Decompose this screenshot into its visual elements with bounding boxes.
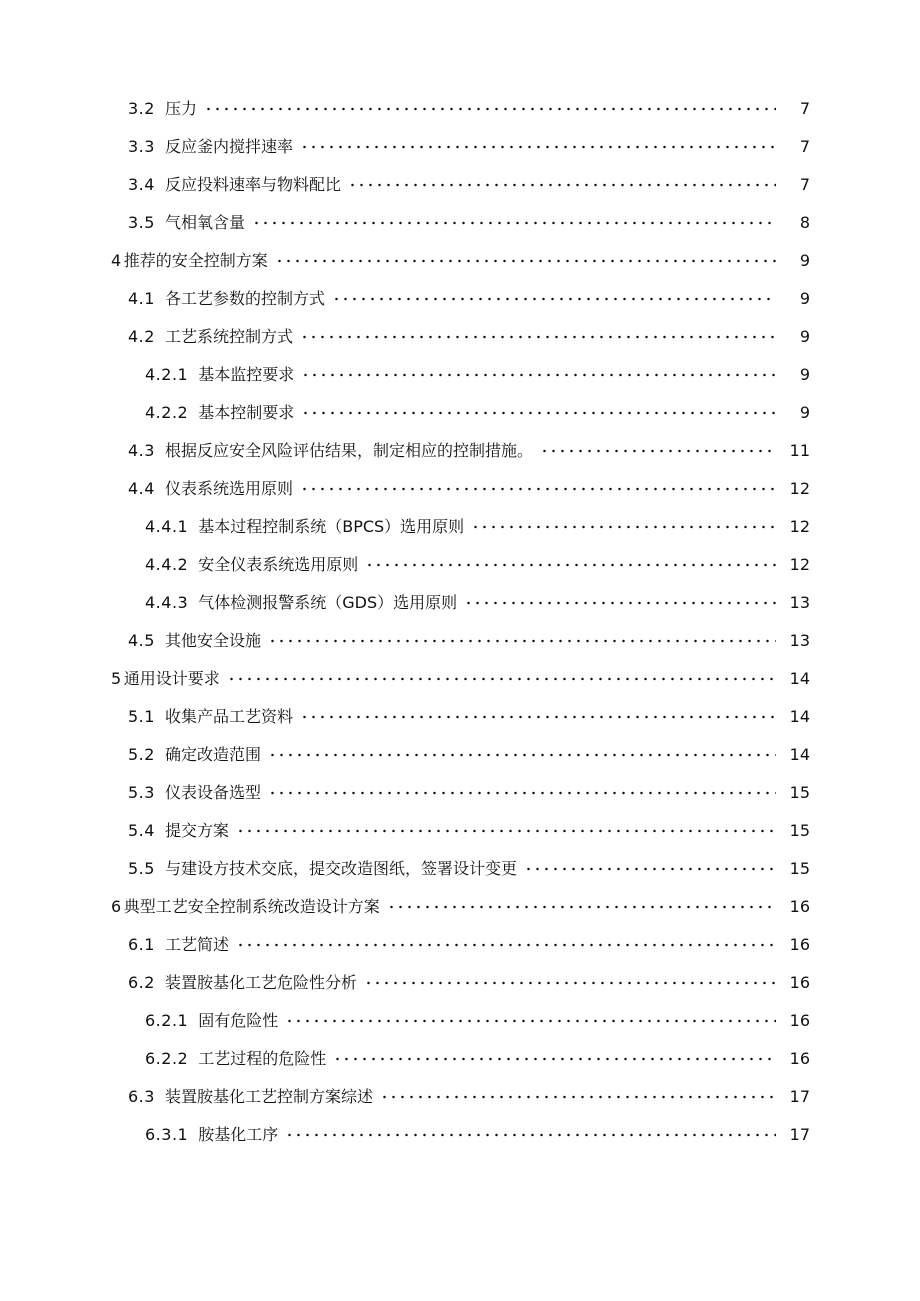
toc-entry-number: 4.2 — [128, 327, 155, 346]
toc-entry-number: 3.3 — [128, 137, 155, 156]
toc-entry[interactable] — [0, 1040, 920, 1078]
toc-page-number: 15 — [789, 783, 810, 802]
toc-entry-title: 基本控制要求 — [198, 403, 295, 422]
toc-entry-label — [145, 365, 294, 385]
toc-page-number: 9 — [799, 327, 810, 346]
toc-page-number: 15 — [789, 821, 810, 840]
toc-entry-number: 4.4.2 — [145, 555, 189, 574]
toc-entry[interactable] — [0, 660, 920, 698]
toc-entry-title: 装置胺基化工艺控制方案综述 — [164, 1087, 373, 1106]
toc-entry-title: 气体检测报警系统（GDS）选用原则 — [198, 593, 458, 612]
toc-dot-leader — [537, 441, 776, 461]
toc-dot-leader — [297, 327, 776, 347]
toc-dot-leader — [361, 973, 776, 993]
toc-entry-number: 5.4 — [128, 821, 155, 840]
toc-entry-label — [145, 1011, 278, 1031]
toc-page-number: 9 — [799, 403, 810, 422]
toc-entry-number: 3.2 — [128, 99, 155, 118]
toc-entry-number: 6.2.2 — [145, 1049, 189, 1068]
toc-entry-title: 固有危险性 — [198, 1011, 279, 1030]
toc-page-number: 14 — [789, 669, 810, 688]
toc-entry-number: 4 — [111, 251, 122, 270]
toc-dot-leader — [265, 631, 776, 651]
toc-dot-leader — [521, 859, 776, 879]
toc-entry-title: 仪表系统选用原则 — [164, 479, 293, 498]
toc-entry[interactable] — [0, 242, 920, 280]
toc-entry-title: 工艺系统控制方式 — [164, 327, 293, 346]
toc-dot-leader — [201, 99, 776, 119]
toc-entry-title: 工艺简述 — [164, 935, 229, 954]
toc-entry-title: 安全仪表系统选用原则 — [198, 555, 359, 574]
toc-dot-leader — [265, 783, 776, 803]
toc-entry-label — [145, 555, 358, 575]
toc-entry[interactable] — [0, 888, 920, 926]
toc-entry-title: 通用设计要求 — [123, 669, 220, 688]
toc-entry[interactable] — [0, 964, 920, 1002]
toc-entry-label — [128, 935, 229, 955]
toc-entry-label — [128, 137, 293, 157]
toc-entry[interactable] — [0, 280, 920, 318]
toc-entry-label — [111, 669, 220, 689]
toc-page-number: 14 — [789, 745, 810, 764]
toc-entry-number: 6.2.1 — [145, 1011, 189, 1030]
toc-dot-leader — [265, 745, 776, 765]
toc-entry[interactable] — [0, 432, 920, 470]
toc-entry-title: 提交方案 — [164, 821, 229, 840]
toc-entry-title: 典型工艺安全控制系统改造设计方案 — [123, 897, 380, 916]
toc-entry-label — [145, 517, 464, 537]
toc-entry[interactable] — [0, 204, 920, 242]
toc-entry-number: 5.2 — [128, 745, 155, 764]
toc-entry-number: 4.1 — [128, 289, 155, 308]
toc-entry-number: 6.3 — [128, 1087, 155, 1106]
toc-page-number: 8 — [799, 213, 810, 232]
toc-dot-leader — [384, 897, 776, 917]
toc-entry-title: 反应釜内搅拌速率 — [164, 137, 293, 156]
toc-page-number: 9 — [799, 289, 810, 308]
toc-dot-leader — [282, 1125, 776, 1145]
toc-entry-number: 5.5 — [128, 859, 155, 878]
toc-entry-label — [111, 251, 268, 271]
toc-entry-number: 6.1 — [128, 935, 155, 954]
toc-dot-leader — [461, 593, 776, 613]
toc-entry-number: 6.3.1 — [145, 1125, 189, 1144]
table-of-contents — [0, 90, 920, 1154]
toc-entry-label — [128, 327, 293, 347]
toc-page-number: 17 — [789, 1087, 810, 1106]
toc-entry-label — [128, 783, 261, 803]
toc-entry[interactable] — [0, 508, 920, 546]
toc-dot-leader — [298, 403, 776, 423]
toc-entry-label — [128, 707, 293, 727]
toc-entry-title: 与建设方技术交底，提交改造图纸，签署设计变更 — [164, 859, 517, 878]
toc-page-number: 12 — [789, 555, 810, 574]
toc-entry[interactable] — [0, 546, 920, 584]
toc-page-number: 9 — [799, 365, 810, 384]
toc-entry-label — [128, 1087, 373, 1107]
toc-page-number: 16 — [789, 1011, 810, 1030]
toc-page-number: 17 — [789, 1125, 810, 1144]
toc-entry-label — [145, 593, 457, 613]
toc-entry[interactable] — [0, 774, 920, 812]
toc-entry-number: 4.3 — [128, 441, 155, 460]
toc-entry[interactable] — [0, 90, 920, 128]
toc-dot-leader — [345, 175, 776, 195]
toc-entry[interactable] — [0, 622, 920, 660]
toc-entry-title: 根据反应安全风险评估结果，制定相应的控制措施。 — [164, 441, 533, 460]
toc-dot-leader — [468, 517, 776, 537]
toc-entry[interactable] — [0, 1078, 920, 1116]
toc-entry-number: 4.4 — [128, 479, 155, 498]
toc-entry-label — [128, 289, 325, 309]
toc-entry-label — [128, 99, 197, 119]
toc-dot-leader — [330, 1049, 776, 1069]
toc-entry-number: 4.2.1 — [145, 365, 189, 384]
toc-entry[interactable] — [0, 926, 920, 964]
toc-entry[interactable] — [0, 356, 920, 394]
toc-entry-title: 反应投料速率与物料配比 — [164, 175, 341, 194]
toc-entry-label — [145, 1049, 326, 1069]
toc-dot-leader — [377, 1087, 776, 1107]
toc-entry-label — [145, 403, 294, 423]
toc-entry-title: 压力 — [164, 99, 197, 118]
toc-dot-leader — [362, 555, 776, 575]
toc-entry-number: 5 — [111, 669, 122, 688]
toc-dot-leader — [329, 289, 776, 309]
toc-entry-number: 6.2 — [128, 973, 155, 992]
toc-page-number: 16 — [789, 1049, 810, 1068]
toc-entry-title: 装置胺基化工艺危险性分析 — [164, 973, 357, 992]
toc-page-number: 12 — [789, 479, 810, 498]
toc-entry-title: 确定改造范围 — [164, 745, 261, 764]
toc-entry-label — [128, 441, 533, 461]
toc-page-number: 16 — [789, 897, 810, 916]
toc-entry-number: 5.3 — [128, 783, 155, 802]
toc-entry[interactable] — [0, 812, 920, 850]
toc-entry-number: 3.5 — [128, 213, 155, 232]
toc-entry-title: 基本过程控制系统（BPCS）选用原则 — [198, 517, 465, 536]
toc-entry-label — [128, 175, 341, 195]
toc-entry[interactable] — [0, 1002, 920, 1040]
toc-dot-leader — [272, 251, 776, 271]
toc-entry[interactable] — [0, 584, 920, 622]
toc-entry[interactable] — [0, 736, 920, 774]
toc-page-number: 14 — [789, 707, 810, 726]
toc-entry-label — [128, 859, 517, 879]
toc-entry-number: 6 — [111, 897, 122, 916]
toc-entry-title: 基本监控要求 — [198, 365, 295, 384]
toc-dot-leader — [297, 137, 776, 157]
toc-page-number: 16 — [789, 973, 810, 992]
toc-entry-title: 胺基化工序 — [198, 1125, 279, 1144]
toc-dot-leader — [233, 935, 776, 955]
toc-entry-number: 5.1 — [128, 707, 155, 726]
toc-dot-leader — [233, 821, 776, 841]
toc-entry-title: 各工艺参数的控制方式 — [164, 289, 325, 308]
toc-entry-label — [111, 897, 380, 917]
toc-entry[interactable] — [0, 1116, 920, 1154]
toc-entry-label — [128, 213, 245, 233]
toc-page-number: 7 — [799, 175, 810, 194]
toc-entry-label — [145, 1125, 278, 1145]
toc-entry-title: 其他安全设施 — [164, 631, 261, 650]
toc-entry-number: 4.4.3 — [145, 593, 189, 612]
toc-dot-leader — [224, 669, 776, 689]
toc-page-number: 12 — [789, 517, 810, 536]
toc-entry[interactable] — [0, 318, 920, 356]
toc-page-number: 11 — [789, 441, 810, 460]
toc-entry-label — [128, 821, 229, 841]
toc-entry[interactable] — [0, 470, 920, 508]
toc-page-number: 9 — [799, 251, 810, 270]
toc-entry-label — [128, 479, 293, 499]
toc-entry-label — [128, 973, 357, 993]
toc-entry-number: 4.4.1 — [145, 517, 189, 536]
toc-page-number: 16 — [789, 935, 810, 954]
toc-entry-number: 4.5 — [128, 631, 155, 650]
toc-page-number: 15 — [789, 859, 810, 878]
toc-entry-title: 仪表设备选型 — [164, 783, 261, 802]
toc-entry[interactable] — [0, 166, 920, 204]
toc-entry[interactable] — [0, 850, 920, 888]
toc-dot-leader — [249, 213, 776, 233]
toc-dot-leader — [282, 1011, 776, 1031]
toc-entry[interactable] — [0, 128, 920, 166]
toc-dot-leader — [297, 479, 776, 499]
toc-dot-leader — [298, 365, 776, 385]
toc-page-number: 13 — [789, 631, 810, 650]
toc-entry-title: 推荐的安全控制方案 — [123, 251, 268, 270]
toc-entry-number: 3.4 — [128, 175, 155, 194]
toc-entry-title: 气相氧含量 — [164, 213, 245, 232]
toc-entry[interactable] — [0, 394, 920, 432]
toc-entry-title: 工艺过程的危险性 — [198, 1049, 327, 1068]
toc-page-number: 7 — [799, 137, 810, 156]
toc-entry-title: 收集产品工艺资料 — [164, 707, 293, 726]
toc-page-number: 13 — [789, 593, 810, 612]
toc-entry-label — [128, 745, 261, 765]
toc-entry-number: 4.2.2 — [145, 403, 189, 422]
toc-entry-label — [128, 631, 261, 651]
toc-entry[interactable] — [0, 698, 920, 736]
toc-dot-leader — [297, 707, 776, 727]
toc-page-number: 7 — [799, 99, 810, 118]
